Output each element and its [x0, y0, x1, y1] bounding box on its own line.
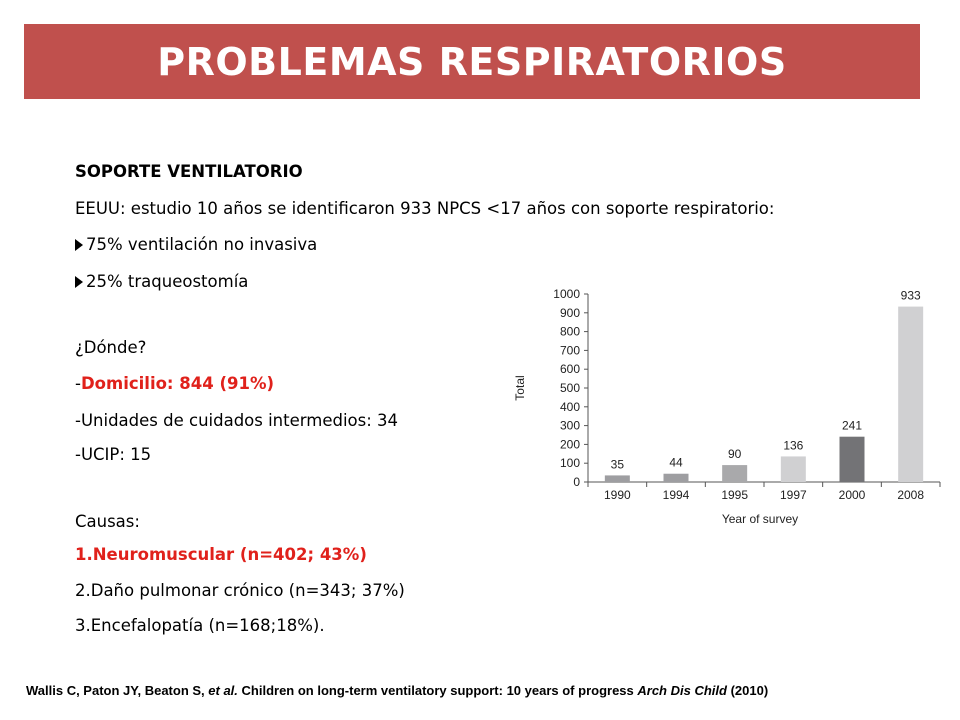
y-axis-label: Total	[513, 375, 527, 401]
where-item-home	[75, 374, 274, 393]
y-tick-label: 800	[559, 324, 580, 339]
triangle-bullet-icon	[75, 276, 83, 288]
x-axis-label: Year of survey	[721, 512, 799, 526]
bar	[664, 474, 689, 482]
bar	[898, 307, 923, 482]
data-label: 35	[610, 457, 625, 472]
x-tick-label: 1997	[779, 488, 807, 502]
y-tick-label: 600	[559, 362, 580, 377]
citation-title: Children on long-term ventilatory support: 10 years of progress	[237, 683, 638, 698]
bullet-text: 25% traqueostomía	[86, 272, 249, 291]
title-bar	[24, 24, 920, 99]
x-tick-label: 2008	[897, 488, 925, 502]
bar	[722, 465, 747, 482]
data-label: 136	[783, 438, 804, 453]
where-item-text: Domicilio: 844 (91%)	[80, 374, 275, 393]
study-line: EEUU: estudio 10 años se identificaron 933 NPCS <17 años con soporte respiratorio:	[75, 199, 775, 218]
bar	[840, 437, 865, 482]
x-tick-label: 1994	[662, 488, 690, 502]
data-label: 241	[841, 418, 863, 433]
causes-heading: Causas:	[75, 512, 140, 531]
bar-chart	[506, 282, 946, 526]
where-item-picu: -UCIP: 15	[75, 445, 152, 464]
bullet-text: 75% ventilación no invasiva	[86, 235, 318, 254]
x-tick-label: 2000	[838, 488, 866, 502]
y-tick-label: 500	[559, 381, 580, 395]
cause-item: 3.Encefalopatía (n=168;18%).	[75, 616, 325, 635]
data-label: 90	[727, 447, 742, 462]
slide-title: PROBLEMAS RESPIRATORIOS	[157, 39, 787, 84]
citation-year: (2010)	[726, 683, 769, 698]
where-item-intermediate: -Unidades de cuidados intermedios: 34	[75, 411, 399, 430]
citation-etal: et al.	[208, 683, 238, 698]
citation	[26, 683, 956, 698]
data-label: 44	[669, 455, 683, 470]
x-tick-label: 1990	[603, 488, 631, 502]
triangle-bullet-icon	[75, 239, 83, 251]
y-tick-label: 200	[559, 437, 580, 452]
y-tick-label: 400	[559, 399, 580, 414]
y-tick-label: 100	[559, 456, 580, 471]
bar	[781, 456, 806, 482]
dash-prefix: -	[75, 374, 81, 393]
cause-item: 2.Daño pulmonar crónico (n=343; 37%)	[75, 581, 405, 600]
section-heading: SOPORTE VENTILATORIO	[75, 162, 303, 181]
citation-journal: Arch Dis Child	[637, 683, 727, 698]
x-tick-label: 1995	[721, 488, 749, 502]
bar-chart-svg	[506, 282, 946, 526]
bullet-item	[75, 235, 317, 254]
y-tick-label: 300	[559, 418, 580, 433]
y-tick-label: 1000	[553, 287, 580, 301]
cause-item: 1.Neuromuscular (n=402; 43%)	[75, 545, 367, 564]
y-tick-label: 900	[559, 305, 580, 320]
y-tick-label: 700	[559, 343, 580, 358]
bullet-item	[75, 272, 248, 291]
y-tick-label: 0	[573, 475, 580, 489]
bar	[605, 475, 630, 482]
data-label: 933	[900, 288, 921, 303]
citation-authors: Wallis C, Paton JY, Beaton S,	[26, 683, 209, 698]
where-heading: ¿Dónde?	[75, 338, 147, 357]
